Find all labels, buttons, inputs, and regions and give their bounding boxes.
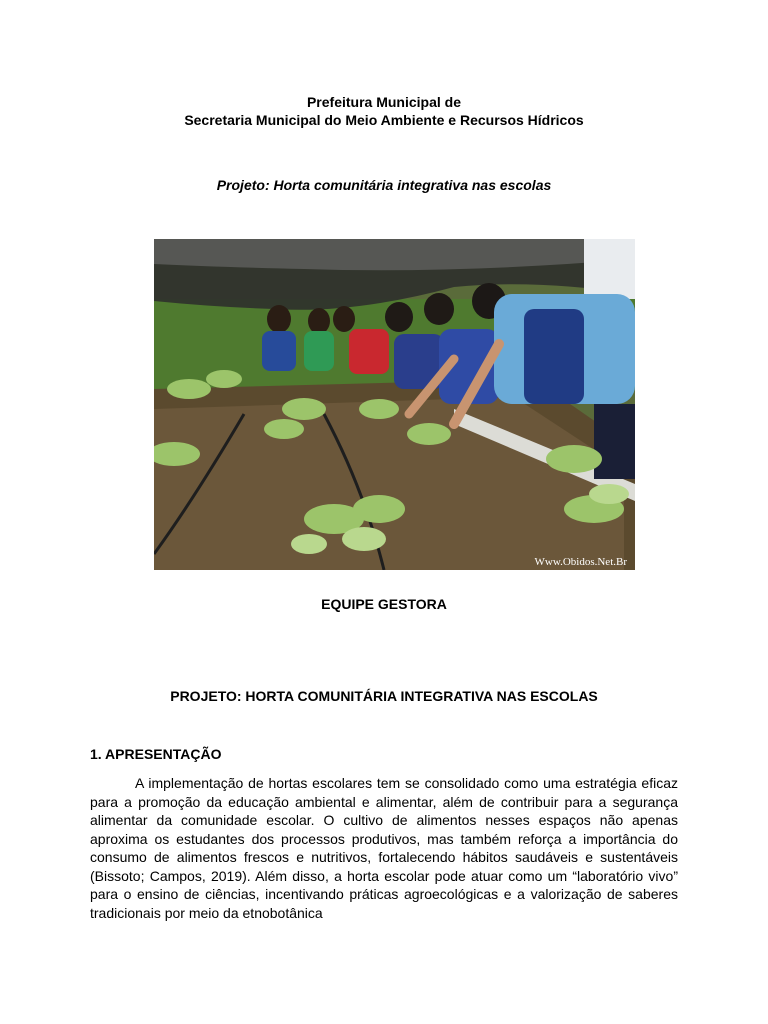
photo-watermark: Www.Obidos.Net.Br xyxy=(534,556,627,568)
header-municipality: Prefeitura Municipal de xyxy=(306,94,462,110)
header-secretariat: Secretaria Municipal do Meio Ambiente e Recursos Hídricos xyxy=(184,112,584,128)
project-title-italic: Projeto: Horta comunitária integrativa nas escolas xyxy=(216,177,552,193)
section-heading: 1. APRESENTAÇÃO xyxy=(90,746,222,762)
school-garden-photo xyxy=(154,239,635,570)
team-heading: EQUIPE GESTORA xyxy=(321,596,447,612)
presentation-paragraph: A implementação de hortas escolares tem se consolidado como uma estratégia eficaz para a promoção da educação ambiental e alimentar, além de contribuir para a segurança alimentar da comunidade escolar. O cultivo de alimentos nesses espaços não apenas aproxima os estudantes dos processos produtivos, mas também reforça a importância do consumo de alimentos frescos e nutritivos, fortalecendo hábitos saudáveis e sustentáveis (Bissoto; Campos, 2019). Além disso, a horta escolar pode atuar como um “laboratório vivo” para o ensino de ciências, incentivando práticas agroecológicas e a valorização de saberes tradicionais por meio da etnobotânica xyxy=(90,775,678,921)
project-title-caps: PROJETO: HORTA COMUNITÁRIA INTEGRATIVA NAS ESCOLAS xyxy=(170,688,598,704)
